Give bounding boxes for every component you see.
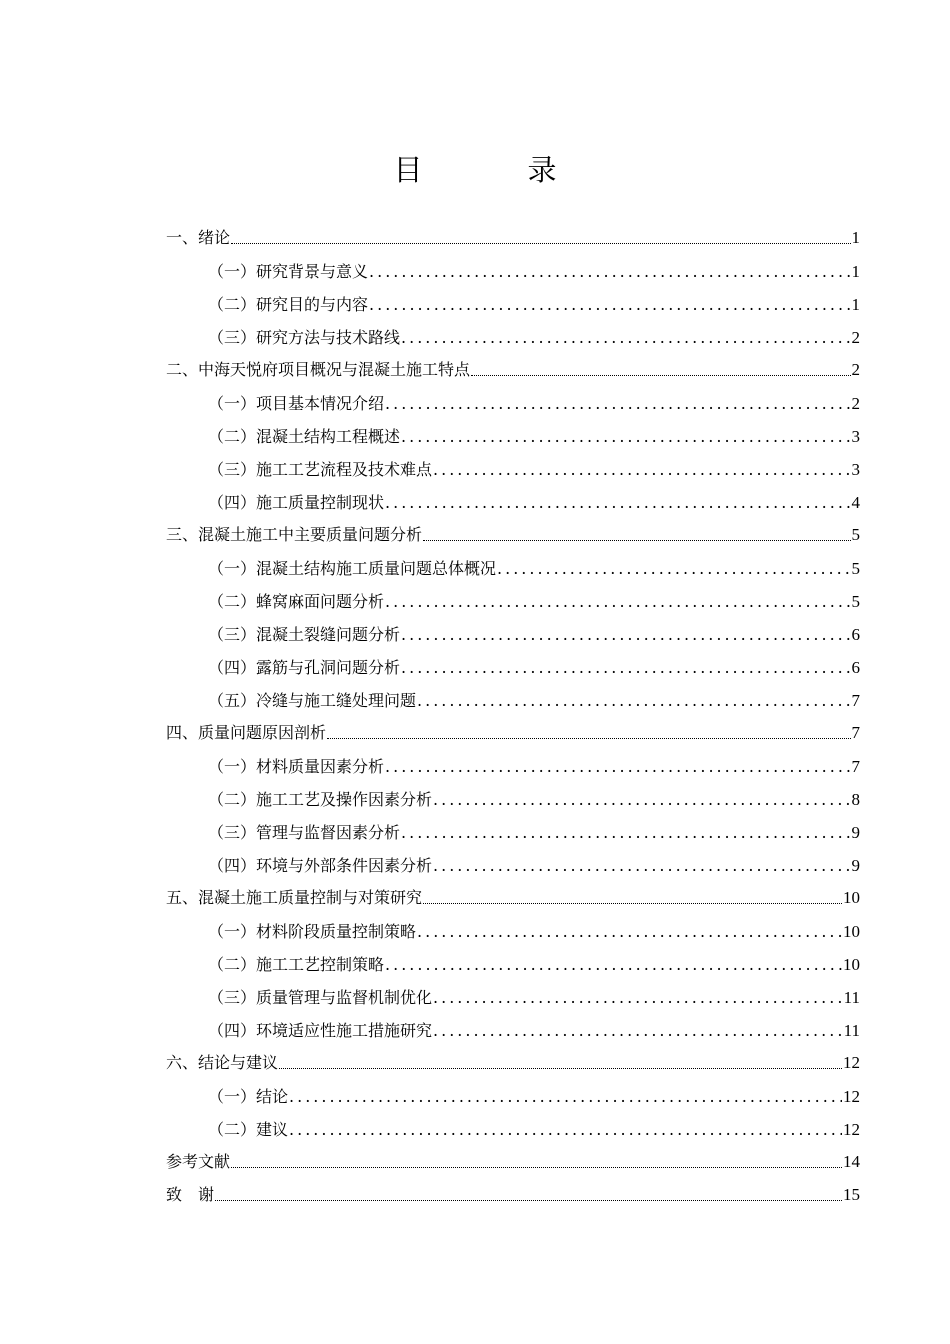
toc-page-number: 3 xyxy=(851,427,860,446)
toc-entry-title: （一）研究背景与意义 xyxy=(208,262,369,281)
toc-page-number: 1 xyxy=(851,295,860,314)
toc-entry-title: （二）研究目的与内容 xyxy=(208,295,369,314)
toc-entry-title: 六、结论与建议 xyxy=(166,1053,279,1072)
toc-page-number: 10 xyxy=(843,888,860,907)
toc-dot-leader xyxy=(231,1166,842,1168)
toc-page-number: 14 xyxy=(843,1152,860,1171)
page-title: 目 录 xyxy=(393,153,595,187)
toc-dot-leader xyxy=(369,295,850,315)
toc-page-number: 6 xyxy=(851,625,860,644)
toc-entry-title: 参考文献 xyxy=(166,1152,231,1171)
toc-page-number: 7 xyxy=(851,691,860,710)
toc-entry-title: （三）混凝土裂缝问题分析 xyxy=(208,625,401,644)
toc-section-entry[interactable] xyxy=(166,253,860,286)
toc-page-number: 4 xyxy=(851,493,860,512)
toc-section-entry[interactable] xyxy=(166,913,860,946)
toc-entry-title: 四、质量问题原因剖析 xyxy=(166,723,327,742)
toc-entry-title: 二、中海天悦府项目概况与混凝土施工特点 xyxy=(166,360,471,379)
toc-page-number: 11 xyxy=(843,1021,860,1040)
toc-section-entry[interactable] xyxy=(166,550,860,583)
toc-dot-leader xyxy=(401,427,850,447)
toc-entry-title: 三、混凝土施工中主要质量问题分析 xyxy=(166,525,423,544)
toc-page-number: 2 xyxy=(851,394,860,413)
toc-section-entry[interactable] xyxy=(166,748,860,781)
toc-dot-leader xyxy=(289,1087,842,1107)
toc-entry-title: （二）施工工艺及操作因素分析 xyxy=(208,790,433,809)
toc-section-entry[interactable] xyxy=(166,418,860,451)
toc-dot-leader xyxy=(385,592,850,612)
toc-entry-title: （四）环境适应性施工措施研究 xyxy=(208,1021,433,1040)
toc-dot-leader xyxy=(433,856,850,876)
toc-dot-leader xyxy=(423,539,850,541)
toc-entry-title: （三）研究方法与技术路线 xyxy=(208,328,401,347)
toc-page-number: 1 xyxy=(851,228,860,247)
toc-page-number: 2 xyxy=(851,360,860,379)
toc-section-entry[interactable] xyxy=(166,1078,860,1111)
toc-dot-leader xyxy=(497,559,850,579)
toc-section-entry[interactable] xyxy=(166,847,860,880)
toc-section-entry[interactable] xyxy=(166,649,860,682)
toc-entry-title: （一）项目基本情况介绍 xyxy=(208,394,385,413)
toc-page-number: 12 xyxy=(843,1087,860,1106)
toc-dot-leader xyxy=(433,988,843,1008)
toc-page-number: 7 xyxy=(851,757,860,776)
toc-entry-title: （一）结论 xyxy=(208,1087,289,1106)
toc-section-entry[interactable] xyxy=(166,814,860,847)
toc-entry-title: （四）露筋与孔洞问题分析 xyxy=(208,658,401,677)
toc-entry-title: （四）环境与外部条件因素分析 xyxy=(208,856,433,875)
toc-entry-title: （二）混凝土结构工程概述 xyxy=(208,427,401,446)
toc-section-entry[interactable] xyxy=(166,1012,860,1045)
toc-dot-leader xyxy=(369,262,850,282)
toc-dot-leader xyxy=(417,691,850,711)
toc-section-entry[interactable] xyxy=(166,385,860,418)
toc-page-number: 12 xyxy=(843,1053,860,1072)
toc-dot-leader xyxy=(327,737,850,739)
toc-page-number: 12 xyxy=(843,1120,860,1139)
toc-section-entry[interactable] xyxy=(166,946,860,979)
toc-entry-title: 致 谢 xyxy=(166,1185,215,1204)
toc-section-entry[interactable] xyxy=(166,286,860,319)
toc-chapter-entry[interactable] xyxy=(166,352,860,385)
toc-page-number: 5 xyxy=(851,559,860,578)
toc-section-entry[interactable] xyxy=(166,451,860,484)
toc-page-number: 6 xyxy=(851,658,860,677)
toc-chapter-entry[interactable] xyxy=(166,715,860,748)
toc-dot-leader xyxy=(385,394,850,414)
toc-chapter-entry[interactable] xyxy=(166,1177,860,1210)
toc-dot-leader xyxy=(471,374,850,376)
toc-dot-leader xyxy=(231,242,850,244)
toc-chapter-entry[interactable] xyxy=(166,880,860,913)
toc-dot-leader xyxy=(433,460,850,480)
toc-page-number: 8 xyxy=(851,790,860,809)
toc-dot-leader xyxy=(423,902,842,904)
toc-dot-leader xyxy=(433,1021,843,1041)
toc-dot-leader xyxy=(385,757,850,777)
toc-entry-title: （三）管理与监督因素分析 xyxy=(208,823,401,842)
toc-entry-title: 五、混凝土施工质量控制与对策研究 xyxy=(166,888,423,907)
toc-page-number: 10 xyxy=(843,955,860,974)
toc-dot-leader xyxy=(279,1067,842,1069)
toc-chapter-entry[interactable] xyxy=(166,517,860,550)
toc-page-number: 7 xyxy=(851,723,860,742)
toc-page-number: 1 xyxy=(851,262,860,281)
toc-entry-title: （四）施工质量控制现状 xyxy=(208,493,385,512)
toc-entry-title: （一）混凝土结构施工质量问题总体概况 xyxy=(208,559,497,578)
toc-section-entry[interactable] xyxy=(166,781,860,814)
toc-dot-leader xyxy=(433,790,850,810)
toc-dot-leader xyxy=(289,1120,842,1140)
toc-entry-title: （二）建议 xyxy=(208,1120,289,1139)
toc-entry-title: （二）蜂窝麻面问题分析 xyxy=(208,592,385,611)
toc-entry-title: （三）质量管理与监督机制优化 xyxy=(208,988,433,1007)
toc-entry-title: （五）冷缝与施工缝处理问题 xyxy=(208,691,417,710)
toc-section-entry[interactable] xyxy=(166,1111,860,1144)
toc-page-number: 5 xyxy=(851,525,860,544)
toc-entry-title: （二）施工工艺控制策略 xyxy=(208,955,385,974)
toc-section-entry[interactable] xyxy=(166,616,860,649)
toc-chapter-entry[interactable] xyxy=(166,220,860,253)
toc-dot-leader xyxy=(385,493,850,513)
table-of-contents xyxy=(166,220,860,1210)
toc-page-number: 11 xyxy=(843,988,860,1007)
toc-page-number: 9 xyxy=(851,823,860,842)
toc-dot-leader xyxy=(385,955,842,975)
toc-dot-leader xyxy=(401,625,850,645)
toc-entry-title: 一、绪论 xyxy=(166,228,231,247)
toc-section-entry[interactable] xyxy=(166,583,860,616)
toc-dot-leader xyxy=(215,1199,842,1201)
toc-page-number: 2 xyxy=(851,328,860,347)
toc-section-entry[interactable] xyxy=(166,682,860,715)
toc-entry-title: （一）材料阶段质量控制策略 xyxy=(208,922,417,941)
toc-dot-leader xyxy=(401,328,850,348)
toc-section-entry[interactable] xyxy=(166,484,860,517)
toc-chapter-entry[interactable] xyxy=(166,1144,860,1177)
toc-page-number: 3 xyxy=(851,460,860,479)
toc-dot-leader xyxy=(417,922,842,942)
toc-section-entry[interactable] xyxy=(166,979,860,1012)
toc-entry-title: （一）材料质量因素分析 xyxy=(208,757,385,776)
toc-dot-leader xyxy=(401,823,850,843)
toc-page-number: 15 xyxy=(843,1185,860,1204)
toc-section-entry[interactable] xyxy=(166,319,860,352)
toc-page-number: 5 xyxy=(851,592,860,611)
toc-dot-leader xyxy=(401,658,850,678)
toc-page-number: 9 xyxy=(851,856,860,875)
toc-chapter-entry[interactable] xyxy=(166,1045,860,1078)
toc-entry-title: （三）施工工艺流程及技术难点 xyxy=(208,460,433,479)
toc-page-number: 10 xyxy=(843,922,860,941)
